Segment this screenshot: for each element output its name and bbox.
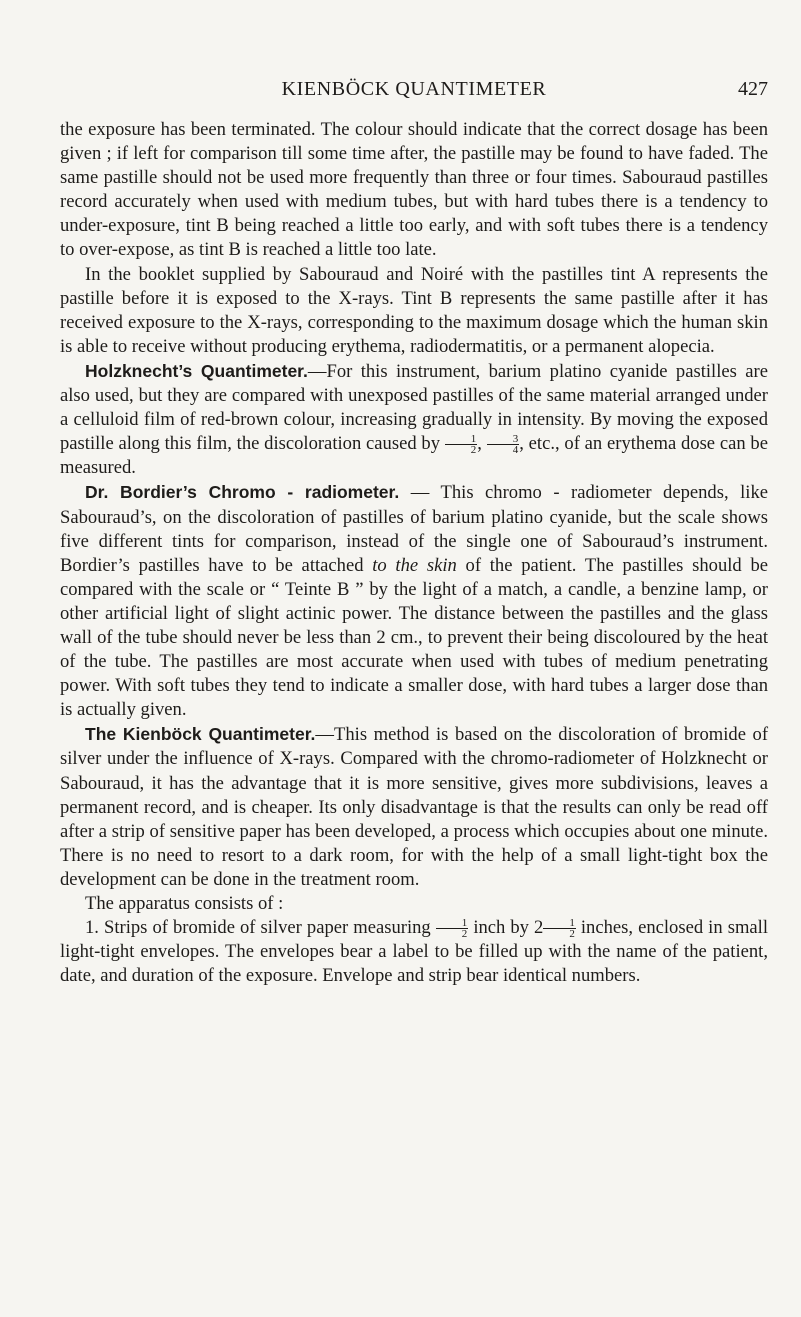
fraction-three-quarters [487, 434, 520, 455]
fraction-one-half [436, 918, 469, 939]
item1-text-a: 1. Strips of bromide of silver paper measuring [85, 917, 436, 939]
fraction-denominator: 2 [569, 928, 575, 941]
fraction-one-half [543, 918, 576, 939]
bordier-emphasis: to the skin [372, 554, 457, 576]
section-heading-holzknecht: Holzknecht’s Quantimeter. [85, 360, 308, 381]
kienbock-text: —This method is based on the discoloration of bromide of silver under the influence of X-rays. Compared with the chromo-radiometer of Holzknecht or Sabouraud, it has the advantage that it is more sensitive, gives more subdivisions, leaves a permanent record, and is cheaper. Its only disadvantage is that the results can only be read off after a strip of sensitive paper has been developed, a process which occupies about one minute. There is no need to resort to a dark room, for with the help of a small light-tight box the development can be done in the treatment room. [60, 724, 769, 890]
fraction-numerator: 1 [543, 918, 576, 929]
paragraph-apparatus-intro: The apparatus consists of : [85, 893, 284, 914]
holzknecht-text-b: , etc., of an erythema dose can be measured. [60, 433, 768, 479]
section-heading-kienbock: The Kienböck Quantimeter. [85, 724, 316, 745]
fraction-numerator: 1 [445, 434, 478, 445]
body-text [60, 118, 768, 988]
page-number: 427 [738, 78, 768, 100]
item1-text-b: inch by 2 [468, 917, 544, 939]
paragraph-apparatus-item-1 [60, 916, 768, 988]
paragraph-kienbock [60, 722, 768, 892]
fraction-denominator: 4 [512, 444, 519, 457]
fraction-one-half [445, 434, 478, 455]
item1-text-c: inches, enclosed in small light-tight envelopes. The envelopes bear a label to be filled up with the name of the patient, date, and duration of the exposure. Envelope and strip bear identical numbers. [60, 917, 768, 987]
holzknecht-text-a: —For this instrument, barium platino cyanide pastilles are also used, but they are compared with unexposed pastilles of the same material arranged under a celluloid film of red-brown colour, increasing gradually in intensity. By moving the exposed pastille along this film, the discoloration caused by [60, 360, 768, 455]
paragraph-bordier [60, 480, 768, 722]
fraction-denominator: 2 [470, 444, 477, 457]
paragraph-exposure-continued: the exposure has been terminated. The colour should indicate that the correct dosage has been given ; if left for comparison till some time after, the pastille may be found to have faded. The same pastille should not be used more frequently than three or four times. Sabouraud pastilles record accurately when used with medium tubes, but with hard tubes there is a tendency to under-exposure, tint B being reached a little too early, and with soft tubes there is a tendency to over-expose, as tint B is reached a little too late. [60, 119, 768, 261]
running-head [60, 78, 768, 108]
paragraph-holzknecht [60, 359, 768, 480]
bordier-text-b: of the patient. The pastilles should be compared with the scale or “ Teinte B ” by the light of a match, a candle, a benzine lamp, or other artificial light of slight actinic power. The distance between the pastilles and the glass wall of the tube should never be less than 2 cm., to prevent their being discoloured by the heat of the tube. The pastilles are most accurate when used with tubes of medium penetrating power. With soft tubes they tend to indicate a smaller dose, with hard tubes a larger dose than is actually given. [60, 554, 768, 721]
fraction-numerator: 3 [487, 434, 520, 445]
bordier-text-a: — This chromo - radiometer depends, like Sabouraud’s, on the discoloration of pastilles of barium platino cyanide, but the scale shows five different tints for comparison, instead of the single one of Sabouraud’s instrument. Bordier’s pastilles have to be attached [60, 482, 768, 576]
fraction-numerator: 1 [436, 918, 469, 929]
paragraph-sabouraud-booklet: In the booklet supplied by Sabouraud and Noiré with the pastilles tint A represents the pastille before it is exposed to the X-rays. Tint B represents the same pastille after it has received exposure to the X-rays, corresponding to the maximum dosage which the human skin is able to receive without producing erythema, radiodermatitis, or a permanent alopecia. [60, 263, 768, 357]
running-title: KIENBÖCK QUANTIMETER [281, 78, 547, 100]
fraction-denominator: 2 [461, 928, 468, 941]
section-heading-bordier: Dr. Bordier’s Chromo - radiometer. [85, 482, 400, 503]
fraction-separator: , [477, 433, 487, 455]
